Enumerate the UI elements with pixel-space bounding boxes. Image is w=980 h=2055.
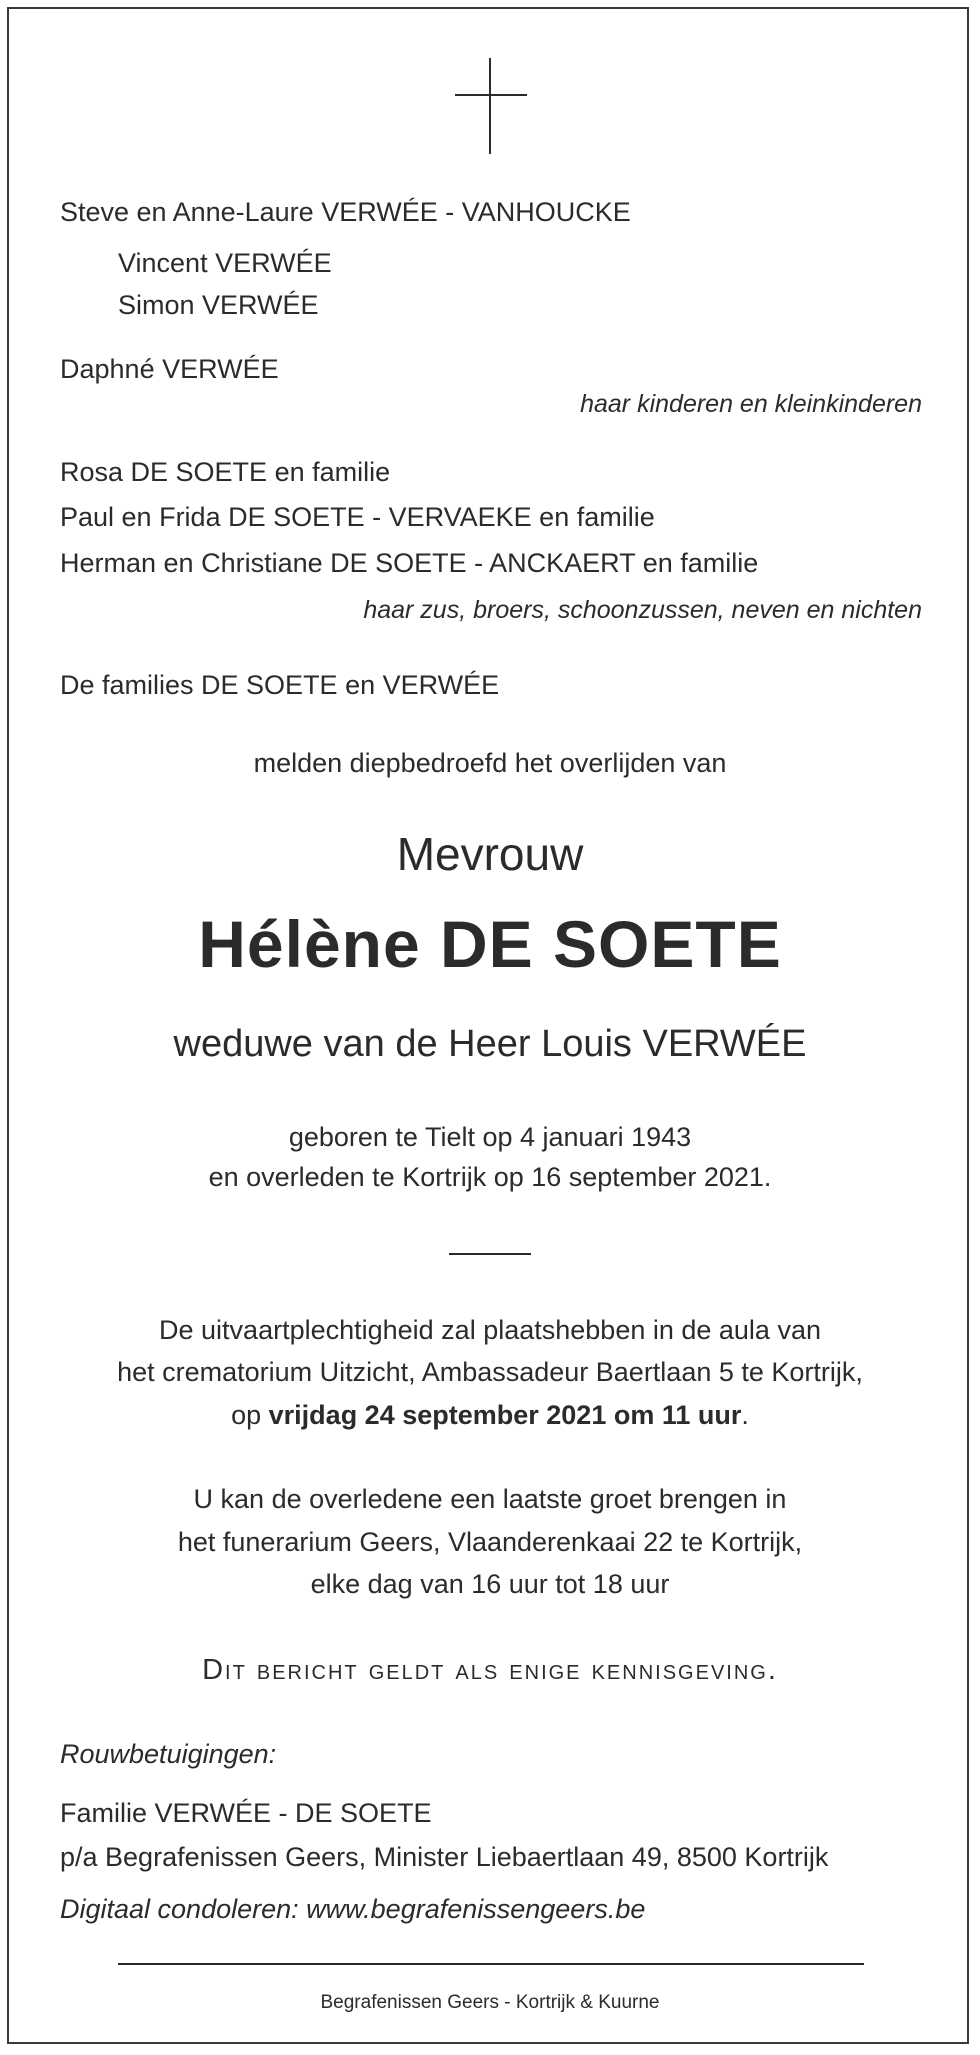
family-line-daphne: Daphné VERWÉE [60, 354, 279, 384]
visit-line1: U kan de overledene een laatste groet brengen in [193, 1484, 787, 1514]
ceremony-line2: het crematorium Uitzicht, Ambassadeur Baertlaan 5 te Kortrijk, [117, 1357, 863, 1387]
role-siblings: haar zus, broers, schoonzussen, neven en nichten [363, 596, 922, 624]
died-line: en overleden te Kortrijk op 16 september 2021. [208, 1162, 772, 1192]
sibling-paul: Paul en Frida DE SOETE - VERVAEKE en familie [60, 502, 655, 532]
grandchild-simon: Simon VERWÉE [118, 290, 319, 320]
role-children: haar kinderen en kleinkinderen [580, 390, 922, 418]
cross-icon [455, 58, 527, 154]
family-line-children: Steve en Anne-Laure VERWÉE - VANHOUCKE [60, 197, 631, 227]
condolences-address: p/a Begrafenissen Geers, Minister Liebaertlaan 49, 8500 Kortrijk [60, 1842, 829, 1872]
digital-condolences-link[interactable]: Digitaal condoleren: www.begrafenissengeers.be [60, 1894, 646, 1924]
condolences-family: Familie VERWÉE - DE SOETE [60, 1798, 432, 1828]
ceremony-prefix: op [231, 1400, 262, 1430]
families-line: De families DE SOETE en VERWÉE [60, 670, 500, 700]
visit-line3: elke dag van 16 uur tot 18 uur [310, 1569, 670, 1599]
deceased-name: Hélène DE SOETE [198, 907, 782, 981]
born-line: geboren te Tielt op 4 januari 1943 [288, 1122, 692, 1152]
divider-long [118, 1963, 864, 1965]
condolences-label: Rouwbetuigingen: [60, 1739, 277, 1769]
sibling-herman: Herman en Christiane DE SOETE - ANCKAERT en familie [60, 548, 759, 578]
grandchild-vincent: Vincent VERWÉE [118, 248, 332, 278]
ceremony-line3 [0, 1398, 980, 1432]
ceremony-suffix: . [741, 1400, 749, 1430]
sibling-rosa: Rosa DE SOETE en familie [60, 457, 391, 487]
deceased-title: Mevrouw [396, 828, 584, 880]
notice-line: Dit bericht geldt als enige kennisgeving. [202, 1654, 778, 1686]
ceremony-line1: De uitvaartplechtigheid zal plaatshebben in de aula van [159, 1315, 821, 1345]
footer-text: Begrafenissen Geers - Kortrijk & Kuurne [320, 1992, 660, 2013]
widow-line: weduwe van de Heer Louis VERWÉE [173, 1023, 807, 1065]
divider-short [449, 1253, 531, 1255]
announcement: melden diepbedroefd het overlijden van [253, 748, 727, 778]
ceremony-date: vrijdag 24 september 2021 om 11 uur [268, 1400, 742, 1430]
visit-line2: het funerarium Geers, Vlaanderenkaai 22 te Kortrijk, [177, 1527, 803, 1557]
